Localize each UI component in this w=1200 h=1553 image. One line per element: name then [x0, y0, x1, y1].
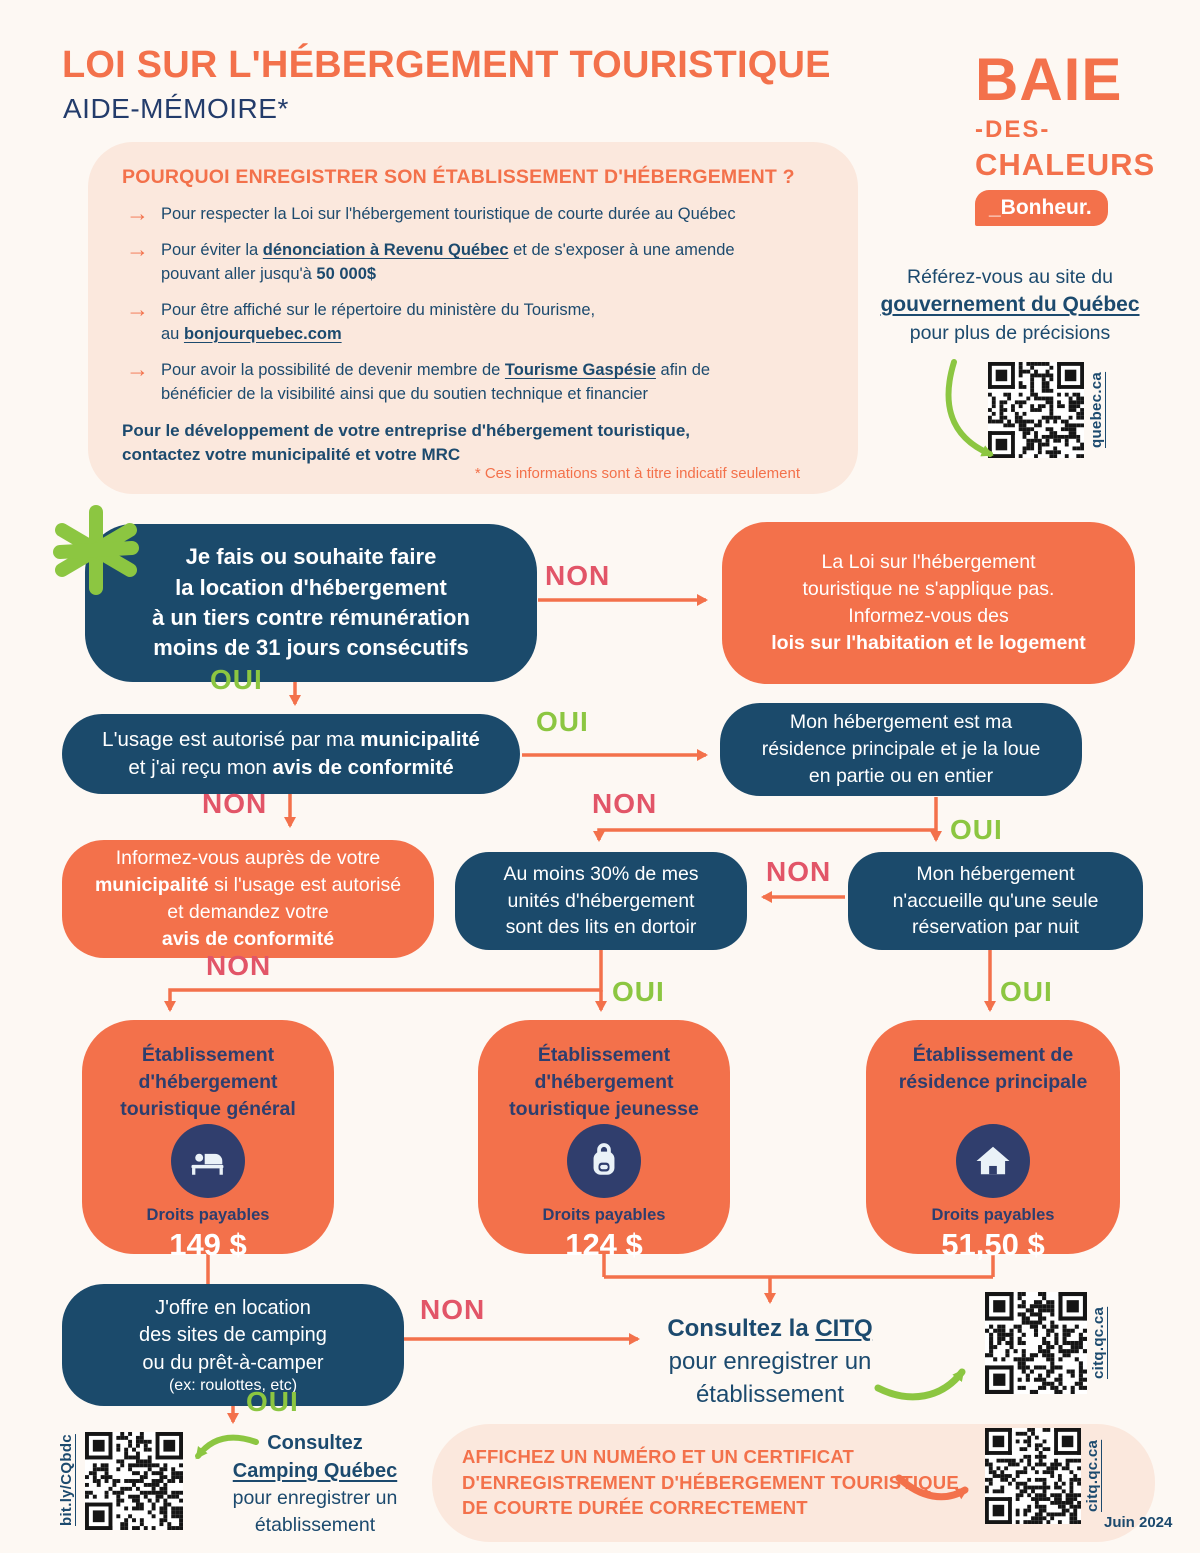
text-segment: Informez-vous auprès de votre — [115, 847, 381, 870]
logo-bonheur-badge: _Bonheur. — [975, 190, 1108, 226]
text-line — [62, 1295, 404, 1323]
text-line — [620, 1312, 920, 1345]
text-segment: pour enregistrer un — [668, 1348, 872, 1376]
text-segment: moins de 31 jours consécutifs — [153, 635, 469, 661]
text-line — [722, 603, 1135, 630]
text-segment: L'usage est autorisé par ma — [102, 727, 361, 751]
text-segment: municipalité — [94, 874, 209, 897]
text-segment: Mon hébergement est ma — [789, 711, 1013, 734]
text-line — [455, 914, 747, 941]
text-segment: touristique ne s'applique pas. — [802, 578, 1055, 601]
curved-arrow-green-icon — [938, 356, 1008, 466]
text-line — [85, 603, 537, 633]
arrow-right-icon: → — [126, 200, 149, 226]
text-segment: résidence principale et je la loue — [761, 738, 1041, 761]
logo-line3: CHALEURS — [975, 147, 1156, 182]
text-segment: Établissement — [141, 1044, 275, 1066]
result-residence-principale — [866, 1020, 1120, 1262]
text-segment: lois sur l'habitation et le logement — [771, 631, 1086, 654]
qr-label-citq-2[interactable]: citq.qc.ca — [1084, 1439, 1101, 1513]
text-line — [478, 1069, 730, 1096]
text-segment: Au moins 30% de mes — [503, 862, 699, 885]
fee-label: Droits payables — [931, 1206, 1055, 1224]
text-segment: Informez-vous des — [848, 605, 1009, 627]
text-line — [848, 914, 1143, 941]
text-segment: Pour être affiché sur le répertoire du ministère du Tourisme, — [161, 301, 596, 320]
text-segment: Je fais ou souhaite faire — [185, 544, 437, 570]
text-segment: au — [161, 324, 184, 343]
curved-arrow-green-icon — [188, 1434, 260, 1474]
non-label: NON — [202, 788, 268, 819]
result-title — [478, 1042, 730, 1124]
fee-amount: 149 $ — [169, 1227, 247, 1262]
flow-result-informez-municipalite — [62, 840, 434, 958]
flow-question-municipalite — [62, 714, 520, 794]
text-line — [478, 1042, 730, 1069]
oui-label: OUI — [1000, 976, 1053, 1007]
text-segment: Référez-vous au site du — [907, 266, 1113, 288]
page-title: LOI SUR L'HÉBERGEMENT TOURISTIQUE — [62, 44, 831, 86]
oui-label: OUI — [612, 976, 665, 1007]
non-label: NON — [206, 950, 272, 981]
oui-label: OUI — [246, 1386, 299, 1417]
result-title — [866, 1042, 1120, 1124]
text-line — [848, 888, 1143, 915]
fee-amount: 51,50 $ — [941, 1227, 1045, 1262]
text-line — [62, 926, 434, 953]
text-segment: 50 000$ — [316, 264, 377, 283]
text-segment: établissement — [254, 1514, 376, 1537]
fee-amount: 124 $ — [565, 1227, 643, 1262]
text-line — [848, 861, 1143, 888]
result-title — [82, 1042, 334, 1124]
flow-result-law-not-apply — [722, 522, 1135, 684]
text-segment: J'offre en location — [155, 1296, 311, 1319]
text-line — [62, 899, 434, 926]
text-segment: à un tiers contre rémunération — [152, 605, 470, 630]
curved-arrow-green-icon — [872, 1352, 972, 1404]
text-segment: des sites de camping — [139, 1324, 327, 1347]
arrow-right-icon: → — [126, 296, 149, 323]
text-line — [455, 888, 747, 915]
text-line — [722, 576, 1135, 603]
text-segment: d'hébergement — [138, 1070, 278, 1093]
text-line — [82, 1069, 334, 1096]
text-segment: bénéficier de la visibilité ainsi que du soutien technique et financier — [161, 384, 649, 403]
why-heading: POURQUOI ENREGISTRER SON ÉTABLISSEMENT D'HÉBERGEMENT ? — [122, 166, 795, 188]
text-segment: DE COURTE DURÉE CORRECTEMENT — [462, 1497, 808, 1519]
text-line — [85, 633, 537, 663]
text-line — [82, 1096, 334, 1123]
fee-label: Droits payables — [542, 1206, 666, 1224]
text-line — [478, 1096, 730, 1123]
bed-icon — [171, 1124, 245, 1198]
text-line — [720, 736, 1082, 763]
text-line — [720, 709, 1082, 736]
text-segment: La Loi sur l'hébergement — [821, 551, 1036, 574]
text-segment: pour enregistrer un — [232, 1487, 398, 1510]
text-segment: Consultez — [267, 1432, 363, 1454]
text-segment: Établissement — [537, 1044, 671, 1066]
text-segment: et j'ai reçu mon — [128, 756, 273, 779]
flow-question-camping — [62, 1284, 404, 1406]
text-segment: Pour éviter la — [161, 241, 263, 260]
text-segment: si l'usage est autorisé — [208, 874, 402, 897]
text-segment: n'accueille qu'une seule — [892, 889, 1099, 912]
arrow-right-icon: → — [126, 236, 149, 263]
non-label: NON — [420, 1294, 486, 1325]
text-line — [62, 754, 520, 782]
text-line — [210, 1512, 420, 1539]
text-line — [62, 1350, 404, 1378]
text-segment: touristique général — [120, 1097, 296, 1120]
text-line — [722, 549, 1135, 576]
text-line — [62, 726, 520, 754]
text-link[interactable]: Tourisme Gaspésie — [504, 361, 656, 380]
result-etablissement-general — [82, 1020, 334, 1262]
text-segment: et de s'exposer à une amende — [508, 241, 735, 260]
text-segment: afin de — [655, 361, 711, 380]
text-line — [455, 861, 747, 888]
text-segment: en partie ou en entier — [808, 764, 994, 787]
qr-label-bitly[interactable]: bit.ly/CQbdc — [58, 1434, 75, 1526]
text-line — [62, 1322, 404, 1350]
asterisk-icon — [50, 504, 142, 596]
text-segment: Établissement de — [912, 1044, 1074, 1066]
qr-label-quebec[interactable]: quebec.ca — [1088, 371, 1105, 449]
arrow-right-icon: → — [126, 356, 149, 383]
text-segment: réservation par nuit — [912, 916, 1079, 939]
camping-question-text — [62, 1295, 404, 1378]
text-segment: la location d'hébergement — [175, 574, 447, 600]
text-line — [210, 1485, 420, 1512]
result-etablissement-jeunesse — [478, 1020, 730, 1262]
logo-line1: BAIE — [975, 46, 1123, 113]
text-segment: ou du prêt-à-camper — [142, 1351, 324, 1374]
text-segment: pour plus de précisions — [909, 321, 1111, 344]
disclaimer-note: * Ces informations sont à titre indicatif seulement — [474, 465, 800, 482]
text-segment: avis de conformité — [272, 756, 454, 779]
text-segment: Pour le développement de votre entreprise d'hébergement touristique, — [122, 420, 690, 440]
text-segment: Mon hébergement — [916, 862, 1075, 885]
text-link[interactable]: gouvernement du Québec — [880, 292, 1140, 316]
text-line — [82, 1042, 334, 1069]
curved-arrow-orange-icon — [893, 1462, 975, 1508]
text-segment: Pour avoir la possibilité de devenir membre de — [161, 361, 505, 380]
oui-label: OUI — [536, 706, 589, 737]
text-segment: pouvant aller jusqu'à — [161, 264, 317, 283]
non-label: NON — [592, 788, 658, 819]
home-icon — [956, 1124, 1030, 1198]
flow-question-dortoir — [455, 852, 747, 950]
camping-note: (ex: roulottes, etc) — [168, 1377, 298, 1395]
text-segment: d'hébergement — [534, 1070, 674, 1093]
flow-question-residence-principale — [720, 703, 1082, 796]
text-segment: Consultez la — [667, 1315, 816, 1342]
qr-code-citq-2 — [985, 1428, 1081, 1524]
text-segment: résidence principale — [898, 1070, 1088, 1093]
text-segment: contactez votre municipalité et votre MRC — [122, 445, 461, 465]
text-segment: touristique jeunesse — [509, 1097, 699, 1120]
oui-label: OUI — [950, 814, 1003, 845]
non-label: NON — [545, 560, 611, 591]
text-line — [722, 630, 1135, 657]
page-subtitle: AIDE-MÉMOIRE* — [63, 93, 289, 124]
text-segment: établissement — [695, 1381, 845, 1409]
qr-label-citq[interactable]: citq.qc.ca — [1090, 1306, 1107, 1380]
text-line — [85, 573, 537, 603]
text-line — [866, 1042, 1120, 1069]
text-line — [62, 872, 434, 899]
fee-label: Droits payables — [146, 1206, 270, 1224]
backpack-icon — [567, 1124, 641, 1198]
text-link[interactable]: bonjourquebec.com — [183, 324, 342, 343]
qr-code-image — [985, 1428, 1081, 1524]
text-link[interactable]: CITQ — [815, 1315, 873, 1342]
flow-question-location — [85, 524, 537, 682]
text-segment: Pour respecter la Loi sur l'hébergement touristique de courte durée au Québec — [161, 205, 736, 223]
text-segment: AFFICHEZ UN NUMÉRO ET UN CERTIFICAT — [462, 1446, 855, 1467]
oui-label: OUI — [210, 664, 263, 695]
non-label: NON — [766, 856, 832, 887]
text-link[interactable]: Camping Québec — [232, 1459, 398, 1482]
text-segment: sont des lits en dortoir — [505, 916, 697, 939]
text-segment: et demandez votre — [167, 901, 329, 923]
text-line — [62, 845, 434, 872]
text-link[interactable]: dénonciation à Revenu Québec — [262, 241, 509, 260]
text-line — [720, 763, 1082, 790]
text-segment: unités d'hébergement — [507, 889, 695, 912]
text-segment: municipalité — [360, 727, 480, 751]
text-segment: D'ENREGISTREMENT D'HÉBERGEMENT TOURISTIQUE — [462, 1471, 959, 1493]
text-line — [85, 542, 537, 572]
text-line — [866, 1069, 1120, 1096]
logo-line2: -DES- — [975, 116, 1051, 143]
publication-date: Juin 2024 — [1104, 1514, 1173, 1531]
flow-question-une-reservation — [848, 852, 1143, 950]
text-segment: avis de conformité — [161, 927, 335, 950]
